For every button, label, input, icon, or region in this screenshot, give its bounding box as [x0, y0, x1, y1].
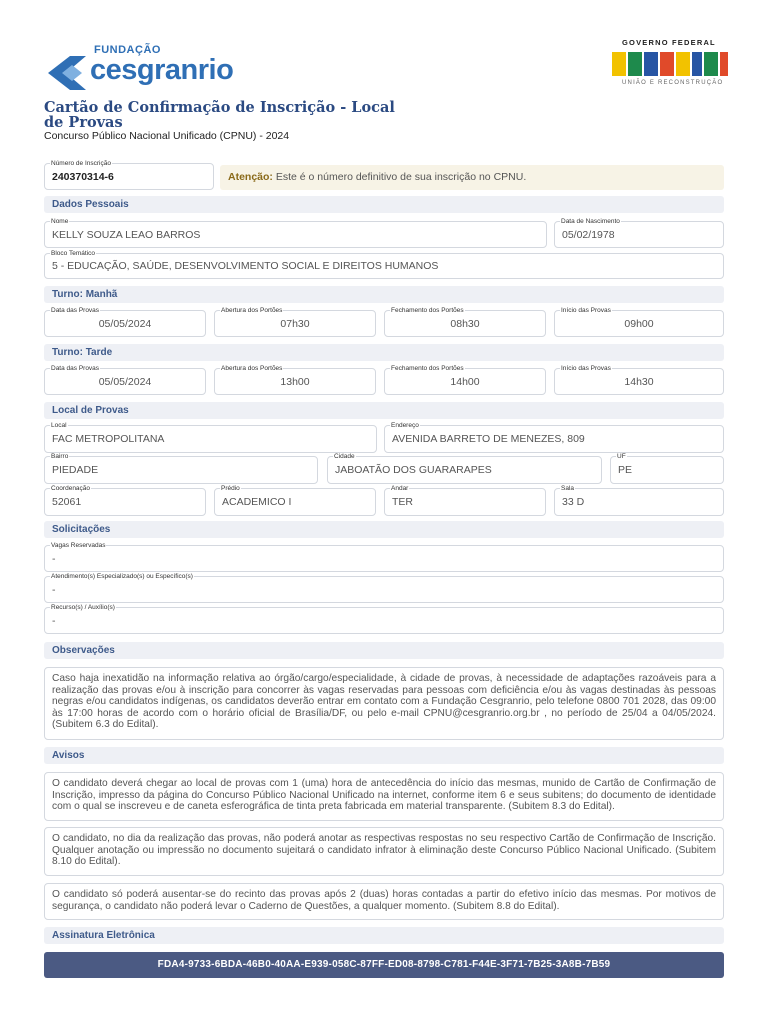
manha-fechamento-label: Fechamento dos Portões	[391, 307, 464, 314]
predio-label: Prédio	[221, 485, 240, 492]
nome-field	[44, 218, 547, 248]
attention-label: Atenção:	[228, 171, 273, 183]
brasil-mark-icon	[612, 50, 728, 78]
nascimento-field	[554, 218, 724, 248]
tarde-abertura-label: Abertura dos Portões	[221, 365, 283, 372]
uf-label: UF	[617, 453, 626, 460]
cesgranrio-arrow-icon	[48, 56, 86, 90]
manha-data-field	[44, 307, 206, 337]
section-turno-tarde: Turno: Tarde	[44, 344, 724, 361]
assinatura-hash: FDA4-9733-6BDA-46B0-40AA-E939-058C-87FF-ED08-8798-C781-F44E-3F71-7B25-3A8B-7B59	[44, 952, 724, 978]
governo-federal-logo	[612, 38, 728, 92]
atendimento-field	[44, 573, 724, 603]
page-title: Cartão de Confirmação de Inscrição - Local de Provas	[44, 99, 395, 131]
governo-federal-text: GOVERNO FEDERAL	[622, 38, 716, 47]
section-observacoes: Observações	[44, 642, 724, 659]
tarde-inicio-field	[554, 365, 724, 395]
coordenacao-field	[44, 485, 206, 516]
vagas-label: Vagas Reservadas	[51, 542, 106, 549]
attention-text: Este é o número definitivo de sua inscrição no CPNU.	[275, 171, 527, 183]
aviso-item-3: O candidato só poderá ausentar-se do recinto das provas após 2 (duas) horas contadas a partir do efetivo início das mesmas. Por motivos de segurança, o candidato não poderá levar o Caderno de Questões, a qualquer momento. (Subitem 8.8 do Edital).	[44, 883, 724, 920]
attention-banner	[220, 165, 724, 190]
manha-inicio-label: Início das Provas	[561, 307, 611, 314]
inscricao-value: 240370314-6	[44, 163, 214, 190]
section-dados-pessoais: Dados Pessoais	[44, 196, 724, 213]
nascimento-value: 05/02/1978	[554, 221, 724, 248]
sala-field	[554, 485, 724, 516]
section-local-provas: Local de Provas	[44, 402, 724, 419]
tarde-data-value: 05/05/2024	[44, 368, 206, 395]
bloco-value: 5 - EDUCAÇÃO, SAÚDE, DESENVOLVIMENTO SOCIAL E DIREITOS HUMANOS	[44, 253, 724, 279]
atendimento-value: -	[44, 576, 724, 603]
bloco-field	[44, 250, 724, 279]
section-assinatura: Assinatura Eletrônica	[44, 927, 724, 944]
endereco-value: AVENIDA BARRETO DE MENEZES, 809	[384, 425, 724, 453]
nome-label: Nome	[51, 218, 69, 225]
coordenacao-value: 52061	[44, 488, 206, 516]
manha-fechamento-value: 08h30	[384, 310, 546, 337]
manha-abertura-label: Abertura dos Portões	[221, 307, 283, 314]
local-value: FAC METROPOLITANA	[44, 425, 377, 453]
nascimento-label: Data de Nascimento	[561, 218, 620, 225]
page-header	[0, 0, 768, 100]
local-label: Local	[51, 422, 67, 429]
manha-fechamento-field	[384, 307, 546, 337]
andar-field	[384, 485, 546, 516]
recurso-field	[44, 604, 724, 634]
manha-abertura-value: 07h30	[214, 310, 376, 337]
sala-value: 33 D	[554, 488, 724, 516]
andar-value: TER	[384, 488, 546, 516]
inscricao-field	[44, 160, 214, 190]
recurso-label: Recurso(s) / Auxílio(s)	[51, 604, 115, 611]
manha-data-value: 05/05/2024	[44, 310, 206, 337]
vagas-field	[44, 542, 724, 572]
bairro-label: Bairro	[51, 453, 69, 460]
cidade-field	[327, 453, 602, 484]
tarde-data-field	[44, 365, 206, 395]
atendimento-label: Atendimento(s) Especializado(s) ou Específico(s)	[51, 573, 193, 580]
tarde-abertura-field	[214, 365, 376, 395]
tarde-fechamento-value: 14h00	[384, 368, 546, 395]
cidade-value: JABOATÃO DOS GUARARAPES	[327, 456, 602, 484]
manha-inicio-field	[554, 307, 724, 337]
tarde-abertura-value: 13h00	[214, 368, 376, 395]
sala-label: Sala	[561, 485, 575, 492]
manha-abertura-field	[214, 307, 376, 337]
uf-value: PE	[610, 456, 724, 484]
aviso-item-1: O candidato deverá chegar ao local de provas com 1 (uma) hora de antecedência do início das mesmas, munido de Cartão de Confirmação de Inscrição, impresso da página do Concurso Público Nacional Unificado na internet, conforme item 6 e seus subitens; do documento de identidade com o qual se inscreveu e de caneta esferográfica de tinta preta fabricada em material transparente. (Subitem 8.3 do Edital).	[44, 772, 724, 821]
bairro-value: PIEDADE	[44, 456, 318, 484]
aviso-item-2: O candidato, no dia da realização das provas, não poderá anotar as respectivas respostas no seu respectivo Cartão de Confirmação de Inscrição. Qualquer anotação ou impressão no documento sujeitará o candidato infrator à eliminação deste Concurso Público Nacional Unificado. (Subitem 8.10 do Edital).	[44, 827, 724, 876]
cidade-label: Cidade	[334, 453, 355, 460]
section-turno-manha: Turno: Manhã	[44, 286, 724, 303]
tarde-data-label: Data das Provas	[51, 365, 100, 372]
section-solicitacoes: Solicitações	[44, 521, 724, 538]
manha-inicio-value: 09h00	[554, 310, 724, 337]
inscricao-label: Número de Inscrição	[51, 160, 111, 167]
tarde-inicio-value: 14h30	[554, 368, 724, 395]
page-subtitle: Concurso Público Nacional Unificado (CPNU) - 2024	[44, 130, 290, 142]
local-field	[44, 422, 377, 453]
bloco-label: Bloco Temático	[51, 250, 95, 257]
predio-value: ACADEMICO I	[214, 488, 376, 516]
logo-cesgranrio-text: cesgranrio	[90, 54, 234, 86]
vagas-value: -	[44, 545, 724, 572]
recurso-value: -	[44, 607, 724, 634]
tarde-fechamento-field	[384, 365, 546, 395]
andar-label: Andar	[391, 485, 409, 492]
tarde-fechamento-label: Fechamento dos Portões	[391, 365, 464, 372]
uf-field	[610, 453, 724, 484]
nome-value: KELLY SOUZA LEAO BARROS	[44, 221, 547, 248]
logo-fundacao-text: FUNDAÇÃO	[94, 44, 161, 56]
bairro-field	[44, 453, 318, 484]
observacoes-text: Caso haja inexatidão na informação relativa ao órgão/cargo/especialidade, à cidade de provas, à necessidade de adaptações razoáveis para a realização das provas e/ou à inscrição para concorrer às vagas reservadas para pessoas com deficiência e/ou às vagas destinadas às pessoas negras e/ou candidatos indígenas, os candidatos deverão entrar em contato com a Fundação Cesgranrio, pelo telefone 0800 701 2028, das 09:00 às 17:00 horas de acordo com o horário oficial de Brasília/DF, ou pelo e-mail CPNU@cesgranrio.org.br , no período de 25/04 a 04/05/2024. (Subitem 6.3 do Edital).	[44, 667, 724, 740]
cesgranrio-logo	[48, 44, 258, 94]
endereco-label: Endereço	[391, 422, 419, 429]
predio-field	[214, 485, 376, 516]
coordenacao-label: Coordenação	[51, 485, 91, 492]
uniao-reconstrucao-text: UNIÃO E RECONSTRUÇÃO	[622, 80, 724, 86]
endereco-field	[384, 422, 724, 453]
tarde-inicio-label: Início das Provas	[561, 365, 611, 372]
section-avisos: Avisos	[44, 747, 724, 764]
manha-data-label: Data das Provas	[51, 307, 100, 314]
